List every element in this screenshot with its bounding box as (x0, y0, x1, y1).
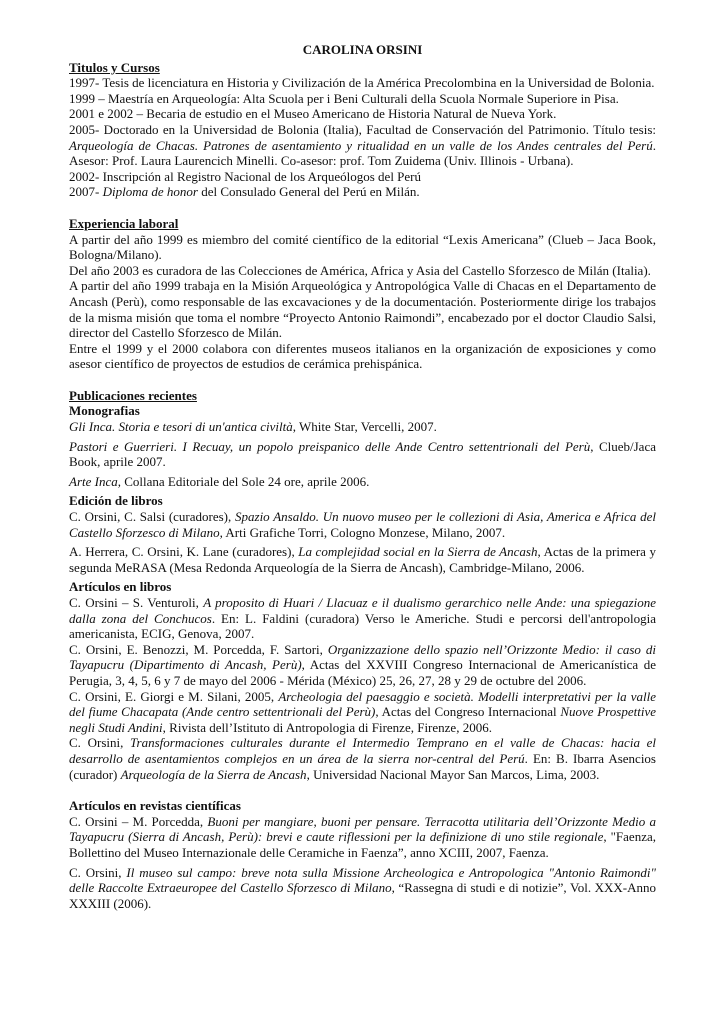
experiencia-item: A partir del año 1999 trabaja en la Misión Arqueológica y Antropológica Valle di Chacas en el Departamento de Ancash (Perù), como responsable de las excavaciones y de la documentación. Posteriormente dirige los trabajos de la misma misión que toma el nombre “Proyecto Antonio Raimondi”, encabezado por el doctor Claudio Salsi, director del Castello Sforzesco de Milán. (69, 278, 656, 341)
edicion-item: C. Orsini, C. Salsi (curadores), Spazio Ansaldo. Un nuovo museo per le collezioni di Asia, America e Africa del Castello Sforzesco di Milano, Arti Grafiche Torri, Cologno Monzese, Milano, 2007. (69, 509, 657, 540)
articulo-item: C. Orsini – S. Venturoli, A proposito di Huari / Llacuaz e il dualismo gerarchico nelle Ande: una spiegazione dalla zona del Conchucos. En: L. Faldini (curadora) Verso le Americhe. Studi e percorsi dell'antropologia americanista, ECIG, Genova, 2007. (69, 595, 657, 642)
subheading-articulos-libros: Artículos en libros (69, 579, 172, 595)
titulos-item: 2002- Inscripción al Registro Nacional de los Arqueólogos del Perú (69, 168, 422, 184)
revista-item: C. Orsini – M. Porcedda, Buoni per mangiare, buoni per pensare. Terracotta utilitaria dell’Orizzonte Medio a Tayapucru (Sierra di Ancash, Perù): brevi e caute riflessioni per la definizione di uno stile regionale, "Faenza, Bollettino del Museo Internazionale delle Ceramiche in Faenza”, anno XCIII, 2007, Faenza. (69, 813, 656, 860)
revista-item: C. Orsini, Il museo sul campo: breve nota sulla Missione Archeologica e Antropologica "Antonio Raimondi" delle Raccolte Extraeuropee del Castello Sforzesco di Milano, “Rassegna di studi e di notizie”, Vol. XXX-Anno XXXIII (2006). (69, 864, 657, 911)
articulo-item: C. Orsini, Transformaciones culturales durante el Intermedio Temprano en el valle de Chacas: hacia el desarrollo de asentamientos complejos en un área de la sierra nor-central del Perú. En: B. Ibarra Asencios (curador) Arqueología de la Sierra de Ancash, Universidad Nacional Mayor San Marcos, Lima, 2003. (69, 735, 657, 782)
experiencia-item: A partir del año 1999 es miembro del comité científico de la editorial “Lexis Americana” (Clueb – Jaca Book, Bologna/Milano). (69, 231, 656, 263)
monografia-item: Pastori e Guerrieri. I Recuay, un popolo preispanico delle Ande Centro settentrionali del Perù, Clueb/Jaca Book, aprile 2007. (69, 438, 656, 470)
experiencia-item: Entre el 1999 y el 2000 colabora con diferentes museos italianos en la organización de exposiciones y como asesor científico de proyectos de estudios de cerámica prehispánica. (69, 340, 656, 372)
articulo-item: C. Orsini, E. Giorgi e M. Silani, 2005, Archeologia del paesaggio e società. Modelli interpretativi per la valle del fiume Chacapata (Ande centro settentrionali del Perù), Actas del Congreso Internacional Nuove Prospettive negli Studi Andini, Rivista dell’Istituto di Antropologia di Firenze, Firenze, 2006. (69, 688, 657, 735)
titulos-item: 2001 e 2002 – Becaria de estudio en el Museo Americano de Historia Natural de Nueva York. (69, 106, 557, 122)
subheading-revistas: Artículos en revistas científicas (69, 798, 241, 814)
section-heading-publicaciones: Publicaciones recientes (69, 387, 197, 403)
section-heading-titulos: Titulos y Cursos (69, 59, 160, 75)
subheading-edicion: Edición de libros (69, 493, 163, 509)
monografia-item: Gli Inca. Storia e tesori di un'antica civiltà, White Star, Vercelli, 2007. (69, 419, 437, 435)
titulos-item: 1997- Tesis de licenciatura en Historia y Civilización de la América Precolombina en la Universidad de Bolonia. (69, 75, 655, 91)
titulos-item: 2007- Diploma de honor del Consulado General del Perú en Milán. (69, 184, 420, 200)
titulos-item: 1999 – Maestría en Arqueología: Alta Scuola per i Beni Culturali della Scuola Normale Superiore in Pisa. (69, 90, 619, 106)
articulo-item: C. Orsini, E. Benozzi, M. Porcedda, F. Sartori, Organizzazione dello spazio nell’Orizzonte Medio: il caso di Tayapucru (Dipartimento di Ancash, Perù), Actas del XXVIII Congreso Internacional de Americanística de Perugia, 3, 4, 5, 6 y 7 de mayo del 2006 - Mérida (México) 25, 26, 27, 28 y 29 de octubre del 2006. (69, 641, 657, 688)
experiencia-item: Del año 2003 es curadora de las Colecciones de América, Africa y Asia del Castello Sforzesco de Milán (Italia). (69, 262, 651, 278)
section-heading-experiencia: Experiencia laboral (69, 215, 179, 231)
edicion-item: A. Herrera, C. Orsini, K. Lane (curadores), La complejidad social en la Sierra de Ancash, Actas de la primera y segunda MeRASA (Mesa Redonda Arqueología de la Sierra de Ancash), Cambridge-Milano, 2006. (69, 544, 656, 575)
monografia-item: Arte Inca, Collana Editoriale del Sole 24 ore, aprile 2006. (69, 473, 370, 489)
titulos-item: 2005- Doctorado en la Universidad de Bolonia (Italia), Facultad de Conservación del Patrimonio. Título tesis: Arqueología de Chacas. Patrones de asentamiento y ritualidad en un valle de los Andes centrales del Perú. Asesor: Prof. Laura Laurencich Minelli. Co-asesor: prof. Tom Zuidema (Univ. Illinois - Urbana). (69, 121, 656, 169)
subheading-monografias: Monografias (69, 403, 140, 419)
page-title: CAROLINA ORSINI (302, 42, 423, 57)
